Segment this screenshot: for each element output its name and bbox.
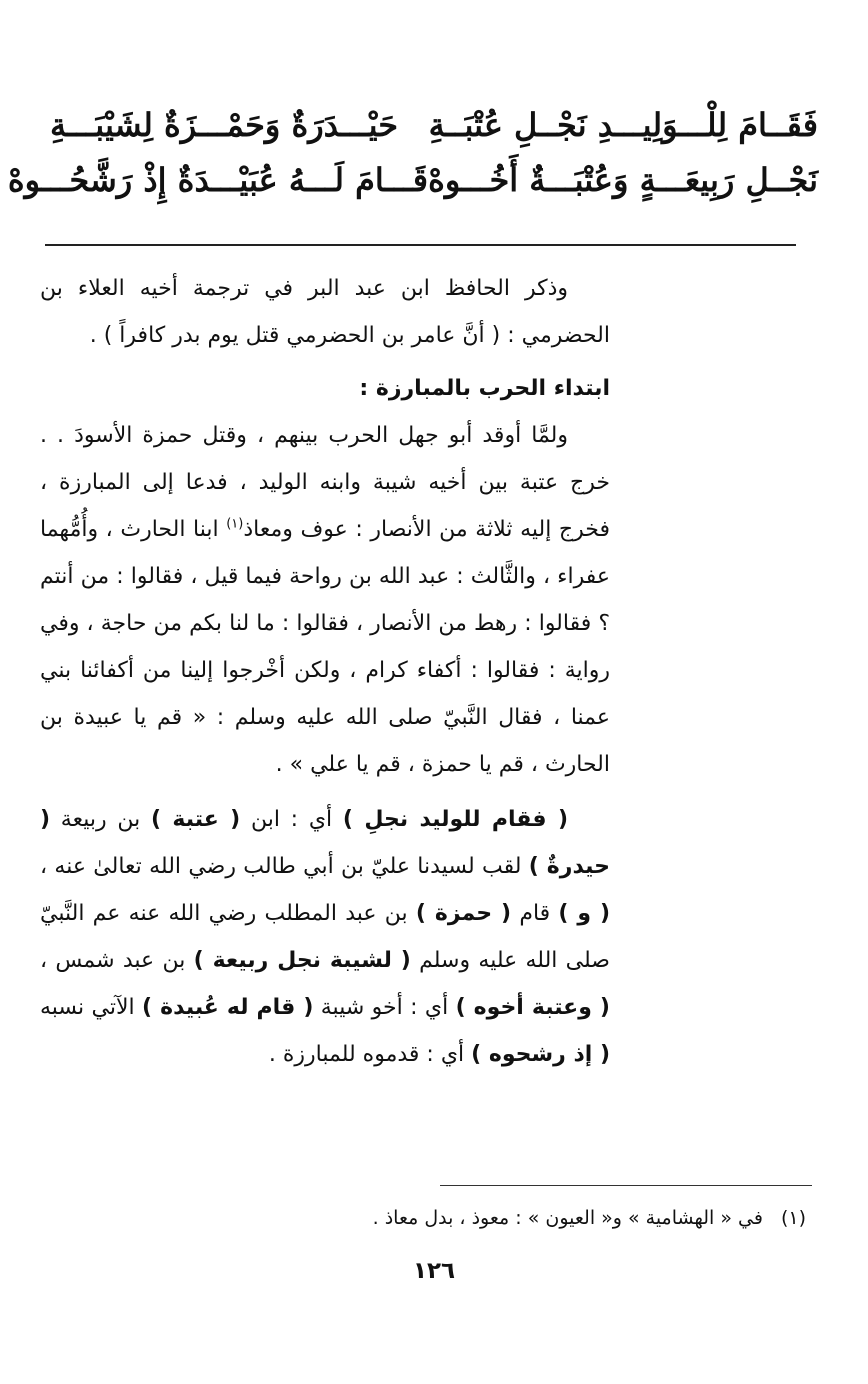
verse-line-1 (50, 95, 818, 155)
footnote-divider (440, 1185, 812, 1186)
footnote (373, 1207, 806, 1229)
verse-line-2 (7, 150, 818, 210)
main-text (40, 265, 610, 1078)
paragraph-2 (40, 412, 610, 788)
quoted-phrase: ( قام له عُبيدة ) (142, 995, 314, 1020)
commentary-text: بن عبد المطلب رضي الله عنه عم النَّبيّ صلى الله عليه وسلم (40, 901, 610, 973)
verse-1-first-hemistich: فَقَــامَ لِلْـــوَلِيـــدِ نَجْــلِ عُتْبَــةِ (428, 106, 818, 144)
quoted-phrase: ( حيدرةٌ ) (40, 807, 610, 879)
commentary-text: الآتي نسبه (40, 995, 143, 1020)
quoted-phrase: ( إذ رشحوه ) (471, 1042, 610, 1067)
page-number: ١٢٦ (412, 1258, 456, 1284)
verse-2-second-hemistich: قَـــامَ لَـــهُ عُبَيْـــدَةٌ إِذْ رَشَّحُـــوهْ (7, 161, 429, 199)
commentary-text: بن عبد شمس ، (40, 948, 194, 973)
commentary-text: أي : ابن (240, 807, 343, 832)
quoted-phrase: ( وعتبة أخوه ) (455, 995, 610, 1020)
footnote-reference[interactable]: (١) (226, 516, 244, 532)
quoted-phrase: ( و ) (558, 901, 611, 926)
section-heading: ابتداء الحرب بالمبارزة : (359, 376, 610, 401)
quoted-phrase: ( حمزة ) (415, 901, 512, 926)
paragraph-1: وذكر الحافظ ابن عبد البر في ترجمة أخيه العلاء بن الحضرمي : ( أنَّ عامر بن الحضرمي قتل يوم بدر كافراً ) . (40, 276, 610, 348)
commentary-text: أي : قدموه للمبارزة . (268, 1042, 472, 1067)
verse-2-first-hemistich: نَجْــلِ رَبِيعَـــةٍ وَعُتْبَـــةٌ أَخُـــوهْ (428, 161, 818, 199)
commentary-text: قام (511, 901, 559, 926)
commentary-text: لقب لسيدنا عليّ بن أبي طالب رضي الله تعالىٰ عنه ، (40, 854, 529, 879)
quoted-phrase: ( فقام للوليد نجلِ ) (342, 807, 568, 832)
quoted-phrase: ( لشيبة نجل ربيعة ) (193, 948, 411, 973)
paragraph-2-part-b: ابنا الحارث ، وأُمُّهما عفراء ، والثَّالث : عبد الله بن رواحة فيما قيل ، فقالوا : من أنتم ؟ فقالوا : رهط من الأنصار ، فقالوا : ما لنا بكم من حاجة ، وفي رواية : فقالوا : أكفاء كرام ، ولكن أخْرجوا إلينا من أكفائنا بني عمنا ، فقال النَّبيّ صلى الله عليه وسلم : « قم يا عبيدة بن الحارث ، قم يا حمزة ، قم يا علي » . (40, 517, 610, 777)
commentary-text: بن ربيعة (50, 807, 151, 832)
quoted-phrase: ( عتبة ) (150, 807, 241, 832)
paragraph-2-part-a: ولمَّا أوقد أبو جهل الحرب بينهم ، وقتل حمزة الأسودَ . . خرج عتبة بين أخيه شيبة وابنه الوليد ، فدعا إلى المبارزة ، فخرج إليه ثلاثة من الأنصار : عوف ومعاذ (40, 423, 610, 542)
verse-divider (45, 244, 796, 246)
commentary-text: أي : أخو شيبة (313, 995, 456, 1020)
footnote-number: (١) (780, 1207, 806, 1229)
verse-1-second-hemistich: حَيْـــدَرَةٌ وَحَمْـــزَةٌ لِشَيْبَـــةِ (50, 106, 399, 144)
commentary-paragraph (40, 796, 610, 1078)
footnote-text: في « الهشامية » و« العيون » : معوذ ، بدل معاذ . (372, 1207, 763, 1229)
